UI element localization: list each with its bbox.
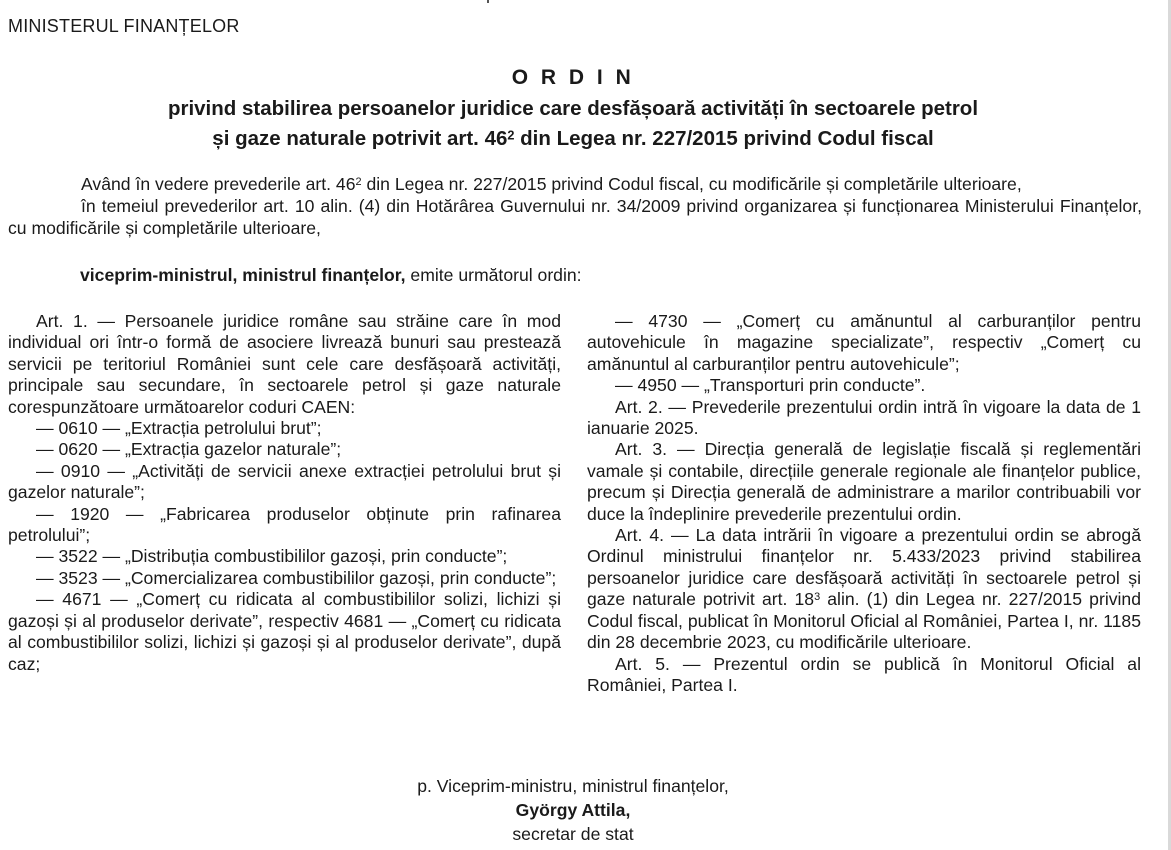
caen-code-item: — 0910 — „Activități de servicii anexe extracției petrolului brut și gazelor naturale”; xyxy=(8,460,561,503)
left-column xyxy=(8,311,561,675)
issuer-statement xyxy=(80,264,582,286)
article-1: Art. 1. — Persoanele juridice române sau străine care în mod individual ori într-o formă de asociere livrează bunuri sau prestează servicii pe teritoriul României sunt cele care desfășoară activități, principale sau secundare, în sectoarele petrol și gaze naturale corespunzătoare următoarelor coduri CAEN: xyxy=(8,311,561,417)
subtitle-text-b: din Legea nr. 227/2015 privind Codul fiscal xyxy=(514,127,934,150)
caen-code-item: — 4671 — „Comerț cu ridicata al combustibililor solizi, lichizi și gazoși și al produselor derivate”, respectiv 4681 — „Comerț cu ridicata al combustibililor solizi, lichizi și gazoși și al produselor derivate”, după caz; xyxy=(8,589,561,674)
preamble-superscript: 2 xyxy=(355,176,362,189)
caen-code-item: — 4730 — „Comerț cu amănuntul al carburanților pentru autovehicule în magazine specializate”, respectiv „Comerț cu amănuntul al carburanților pentru autovehicule”; xyxy=(587,311,1141,374)
preamble-line1: Având în vedere prevederile art. $46^2$ din Legea nr. 227/2015 privind Codul fiscal, cu modificările și completările ulterioare, xyxy=(81,174,1022,194)
signature-title: p. Viceprim-ministru, ministrul finanțelor, xyxy=(417,776,729,796)
caen-code-item: — 4950 — „Transporturi prin conducte”. xyxy=(615,375,926,396)
article-4-superscript: 3 xyxy=(814,591,821,604)
ministry-header: MINISTERUL FINANȚELOR xyxy=(8,16,240,36)
subtitle-superscript: 2 xyxy=(507,127,515,143)
document-subtitle-line2 xyxy=(0,127,1146,151)
article-3: Art. 3. — Direcția generală de legislație fiscală și reglementări vamale și contabile, direcțiile generale regionale ale finanțelor publice, precum și Direcția generală de administrare a marilor contribuabili vor duce la îndeplinire prevederile prezentului ordin. xyxy=(587,439,1141,524)
issuer-bold: viceprim-ministrul, ministrul finanțelor, xyxy=(80,265,406,285)
preamble-line2: în temeiul prevederilor art. 10 alin. (4) din Hotărârea Guvernului nr. 34/2009 privind organizarea și funcționarea Ministerului Finanțelor, cu modificările și completările ulterioare, xyxy=(8,196,1142,238)
caen-code-item: — 0610 — „Extracția petrolului brut”; xyxy=(36,418,322,439)
scan-mark xyxy=(487,0,489,3)
document-subtitle-line1: privind stabilirea persoanelor juridice care desfășoară activități în sectoarele petrol xyxy=(167,97,979,120)
article-2: Art. 2. — Prevederile prezentului ordin intră în vigoare la data de 1 ianuarie 2025. xyxy=(587,396,1141,439)
caen-code-item: — 3522 — „Distribuția combustibililor gazoși, prin conducte”; xyxy=(36,546,508,567)
preamble xyxy=(8,173,1142,239)
caen-code-item: — 3523 — „Comercializarea combustibililor gazoși, prin conducte”; xyxy=(36,567,557,588)
article-4: Art. 4. — La data intrării în vigoare a prezentului ordin se abrogă Ordinul ministrului finanțelor nr. 5.433/2023 privind stabilirea persoanelor juridice care desfășoară activități în sectoarele petrol și gaze naturale potrivit art. $18^3$ alin. (1) din Legea nr. 227/2015 privind Codul fiscal, publicat în Monitorul Oficial al României, Partea I, nr. 1185 din 28 decembrie 2023, cu modificările ulterioare. xyxy=(587,525,1141,653)
caen-code-item: — 1920 — „Fabricarea produselor obținute prin rafinarea petrolului”; xyxy=(8,503,561,546)
issuer-rest: emite următorul ordin: xyxy=(405,265,582,285)
right-column xyxy=(587,311,1141,696)
document-title: O R D I N xyxy=(511,66,635,89)
signature-role: secretar de stat xyxy=(512,824,634,844)
signature-name: György Attila, xyxy=(515,800,631,820)
caen-code-item: — 0620 — „Extracția gazelor naturale”; xyxy=(36,439,342,460)
subtitle-text-a: și gaze naturale potrivit art. 46 xyxy=(212,127,508,150)
article-5: Art. 5. — Prezentul ordin se publică în Monitorul Oficial al României, Partea I. xyxy=(587,653,1141,695)
